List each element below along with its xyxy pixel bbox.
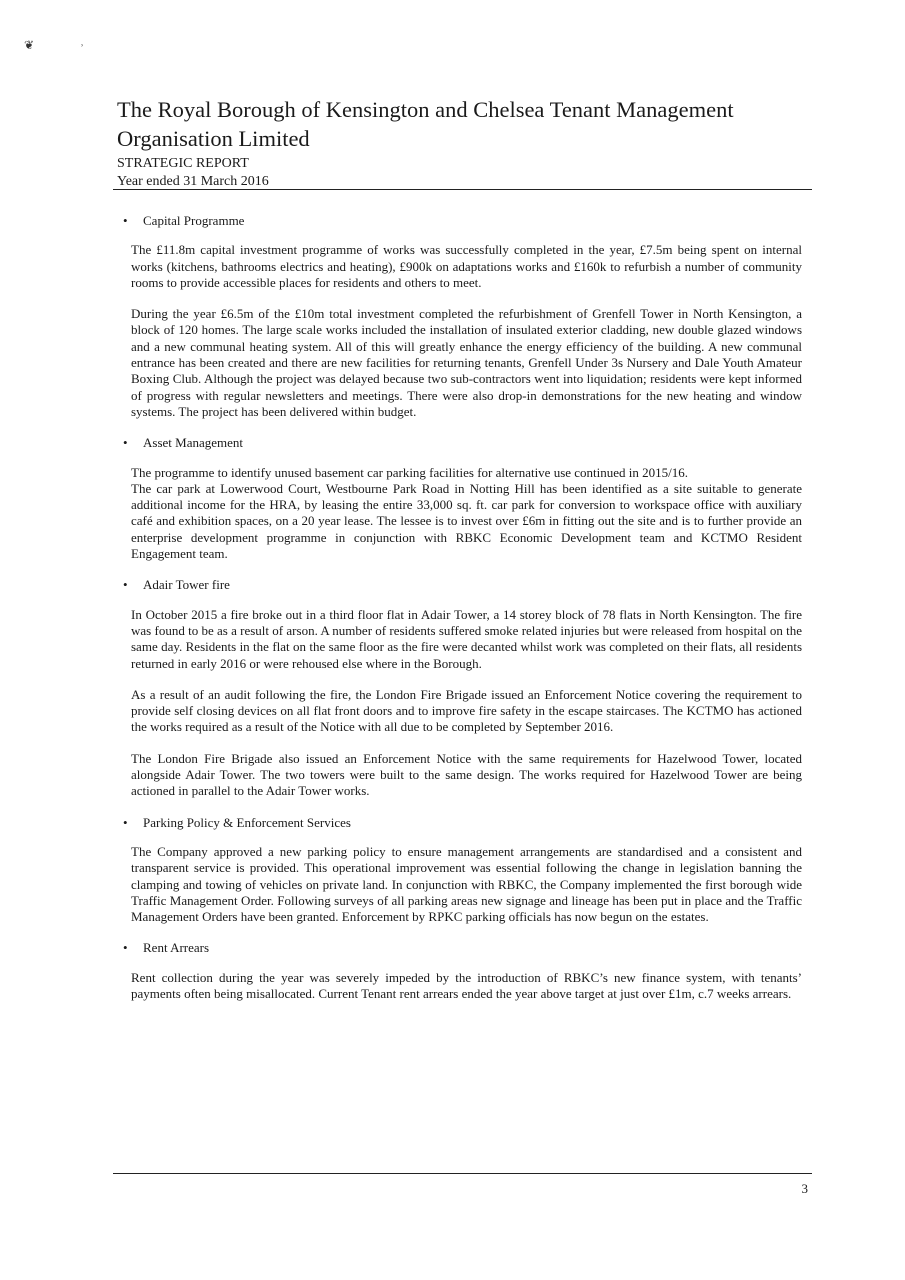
section-heading: • Parking Policy & Enforcement Services <box>123 814 351 830</box>
section-heading: • Adair Tower fire <box>123 577 230 593</box>
paragraph: In October 2015 a fire broke out in a third floor flat in Adair Tower, a 14 storey block of 78 flats in North Kensington. The fire was found to be as a result of arson. A number of residents suffered smoke related injuries but were released from hospital on the same day. Residents in the flat on the same floor as the fire were decanted whilst work was completed on their flats, all residents returned in early 2016 or were rehoused else where in the Borough. <box>131 606 802 671</box>
paragraph: The programme to identify unused basement car parking facilities for alternative use continued in 2015/16. <box>131 464 689 480</box>
document-header <box>117 95 812 191</box>
report-body <box>123 213 802 1017</box>
header-rule <box>113 189 812 190</box>
section-heading: • Rent Arrears <box>123 940 210 956</box>
paragraph: As a result of an audit following the fire, the London Fire Brigade issued an Enforcement Notice covering the requirement to provide self closing devices on all flat front doors and to improve fire safety in the escape staircases. The KCTMO has actioned the works required as a result of the Notice with all due to be completed by September 2016. <box>131 686 802 735</box>
paragraph: The £11.8m capital investment programme of works was successfully completed in the year, £7.5m being spent on internal works (kitchens, bathrooms electrics and heating), £900k on adaptations works and £160k to refurbish a number of community rooms to provide accessible places for residents and others to meet. <box>131 242 802 290</box>
section-heading: • Capital Programme <box>123 213 245 228</box>
paragraph: Rent collection during the year was severely impeded by the introduction of RBKC’s new finance system, with tenants’ payments often being misallocated. Current Tenant rent arrears ended the year above target at just over £1m, c.7 weeks arrears. <box>131 969 802 1001</box>
organisation-title: The Royal Borough of Kensington and Chelsea Tenant Management Organisation Limited <box>117 97 734 151</box>
paragraph: The car park at Lowerwood Court, Westbourne Park Road in Notting Hill has been identified as a site suitable to generate additional income for the HRA, by leasing the entire 33,000 sq. ft. car park for conversion to workspace office with auxiliary café and exhibition spaces, on a 20 year lease. The lessee is to invest over £6m in fitting out the site and is to further provide an enterprise development programme in conjunction with RBKC Economic Development team and KCTMO Resident Engagement team. <box>131 480 802 562</box>
paragraph: The London Fire Brigade also issued an Enforcement Notice with the same requirements for Hazelwood Tower, located alongside Adair Tower. The two towers were built to the same design. The works required for Hazelwood Tower are being actioned in parallel to the Adair Tower works. <box>131 750 802 799</box>
scan-mark: ˒ <box>80 36 84 50</box>
page-number: 3 <box>801 1181 808 1196</box>
footer-rule <box>113 1173 812 1174</box>
section-heading: • Asset Management <box>123 435 244 451</box>
scan-mark: ❦ <box>24 38 35 52</box>
paragraph: During the year £6.5m of the £10m total investment completed the refurbishment of Grenfell Tower in North Kensington, a block of 120 homes. The large scale works included the installation of insulated exterior cladding, new double glazed windows and a new communal heating system. All of this will greatly enhance the energy efficiency of the building. A new communal entrance has been created and there are new facilities for returning tenants, Grenfell Under 3s Nursery and Dale Youth Amateur Boxing Club. Although the project was delayed because two sub-contractors went into liquidation; residents were kept informed of progress with regular newsletters and meetings. There were also drop-in demonstrations for the new heating and window systems. The project has been delivered within budget. <box>131 306 802 419</box>
report-period: Year ended 31 March 2016 <box>117 174 269 189</box>
report-type: STRATEGIC REPORT <box>117 156 249 171</box>
paragraph: The Company approved a new parking policy to ensure management arrangements are standardised and a consistent and transparent service is provided. This operational improvement was essential following the change in legislation banning the clamping and towing of vehicles on private land. In conjunction with RBKC, the Company implemented the first borough wide Traffic Management Order. Following surveys of all parking areas new signage and lineage has been put in place and the Traffic Management Orders have been granted. Enforcement by RPKC parking officials has now begun on the estates. <box>131 843 802 925</box>
